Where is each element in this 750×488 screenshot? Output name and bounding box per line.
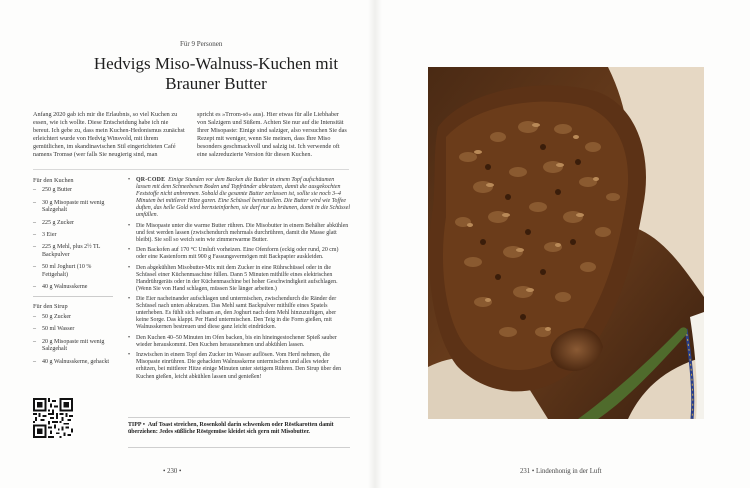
syrup-ingredients-heading: Für den Sirup [33, 303, 68, 311]
servings-label: Für 9 Personen [180, 40, 223, 48]
ingredient-item: – 30 g Misopaste mit wenig Salzgehalt [33, 200, 113, 215]
ingredient-item: – 20 g Misopaste mit wenig Salzgehalt [33, 339, 113, 354]
ingredient-item: – 3 Eier [33, 232, 113, 239]
ingredient-item: – 50 ml Joghurt (10 % Fettgehalt) [33, 264, 113, 279]
method-steps [128, 177, 350, 384]
method-step: • Die Misopaste unter die warme Butter rühren. Die Misobutter in einem Behälter abkühlen und fest werden lassen (zwischendurch mehrmals durchrühren, damit die Masse glatt bleibt). Sie soll so weich sein wie zimmerwarme Butter. [128, 223, 350, 244]
ingredient-item: – 250 g Butter [33, 187, 113, 194]
tip-label: TIPP [128, 422, 142, 428]
section-divider [33, 169, 349, 170]
book-gutter [368, 0, 382, 488]
page-footer-right: 231 • Lindenhonig in der Luft [520, 468, 602, 475]
recipe-title-line-2: Brauner Butter [165, 74, 267, 93]
ingredient-item: – 50 ml Wasser [33, 326, 113, 333]
syrup-ingredients [33, 314, 113, 366]
ingredients-divider [33, 296, 113, 297]
method-step [128, 177, 350, 219]
ingredient-item: – 225 g Mehl, plus 2½ TL Backpulver [33, 244, 113, 259]
intro-text-left: Anfang 2020 gab ich mir die Erlaubnis, so viel Kuchen zu essen, wie ich wollte. Diese Entscheidung habe ich nie bereut. Ich gebe zu, dass mein Kuchen-Hedonismus zunächst erleichtert wurde von Hedvig Winsvold, mit ihrem gemütlichen, im skandinavischen Stil eingerichteten Café namens Tromsø (wer falls Sie neugierig sind, man [33, 111, 185, 158]
tip-box: TIPP • Auf Toast streichen, Rosenkohl darin schwenken oder Röstkarotten damit überziehen: Jedes süßliche Röstgemüse kleidet sich gern mit Misobutter. [128, 422, 334, 436]
ingredient-item: – 225 g Zucker [33, 220, 113, 227]
method-step: • Inzwischen in einem Topf den Zucker im Wasser auflösen. Vom Herd nehmen, die Misopaste einrühren. Die gehackten Walnusskerne untermischen und alles wieder erhitzen, bei mittlerer Hitze einige Minuten unter stetigem Rühren. Den Sirup über den Kuchen gießen, leicht abkühlen lassen und genießen! [128, 352, 350, 380]
page-number-left: • 230 • [163, 468, 182, 475]
tip-divider-top [128, 417, 350, 418]
method-step: • Die Eier nacheinander aufschlagen und untermischen, zwischendurch die Ränder der Schüssel nach unten abkratzen. Das Mehl samt Backpulver mithilfe eines Spatels unterheben. Es fühlt sich seltsam an, den Joghurt nach dem Mehl hinzuzufügen, aber keine Sorge. Das klappt. Per Hand untermischen. Den Teig in die Form gießen, mit Walnusskernen bestreuen und diese ganz leicht eindrücken. [128, 296, 350, 331]
ingredient-item: – 50 g Zucker [33, 314, 113, 321]
method-step: • Den Kuchen 40–50 Minuten im Ofen backen, bis ein hineingestochener Spieß sauber wieder herauskommt. Den Kuchen herausnehmen und abkühlen lassen. [128, 335, 350, 349]
method-step: • Den Backofen auf 170 °C Umluft vorheizen. Eine Ofenform (eckig oder rund, 20 cm) oder eine Kastenform mit 900 g Fassungsvermögen mit Backpapier auskleiden. [128, 247, 350, 261]
recipe-title-line-1: Hedvigs Miso-Walnuss-Kuchen mit [93, 54, 339, 73]
cake-ingredients-heading: Für den Kuchen [33, 177, 74, 184]
ingredient-item: – 40 g Walnusskerne, gehackt [33, 359, 113, 366]
qr-step-text: Einige Stunden vor dem Backen die Butter in einem Topf aufschäumen lassen mit dem Schneebesen Boden und Topfränder abkratzen, damit die ausgekochten Feststoffe nicht anbrennen. Sobald die gesamte Butter zerlassen ist, sollte sie noch 3–4 Minuten bei mittlerer Hitze garen. Eine Schüssel bereitstellen. Die Butter wird wie Toffee duften, das helle Gold wird bernsteinfarben, sie darf nur zu bräunen, damit in die Schüssel umfüllen. [136, 177, 350, 219]
ingredients-list [33, 177, 113, 371]
walnut-cake-photo [428, 67, 704, 419]
tip-text: Auf Toast streichen, Rosenkohl darin schwenken oder Röstkarotten damit überziehen: Jedes süßliche Röstgemüse kleidet sich gern mit Misobutter. [128, 422, 334, 436]
cake-ingredients [33, 187, 113, 291]
method-step: • Den abgekühlten Misobutter-Mix mit dem Zucker in eine Rührschüssel oder in die Schüssel einer Küchenmaschine füllen. Dann 5 Minuten mithilfe eines elektrischen Handrührgeräts oder in der Küchenmaschine bei hoher Geschwindigkeit aufschlagen. (Wenn Sie von Hand schlagen, müssen Sie länger arbeiten.) [128, 265, 350, 293]
recipe-title [86, 54, 346, 94]
qr-code-icon[interactable] [33, 398, 73, 438]
intro-text-right: spricht es »Trrom-sö« aus). Hier etwas für alle Liebhaber von Salzigem und Süßem. Achten Sie nur auf die Intensität Ihrer Misopaste: Einige sind salziger, also versuchen Sie das Rezept mit weniger, wenn Sie meinen, dass Ihre Miso besonders geschmackvoll und salzig ist. Ich verwende oft eine salzreduzierte Version für diesen Kuchen. [197, 111, 347, 158]
qr-code-label: QR-CODE [136, 177, 166, 183]
tip-divider-bottom [128, 447, 350, 448]
ingredient-item: – 40 g Walnusskerne [33, 284, 113, 291]
